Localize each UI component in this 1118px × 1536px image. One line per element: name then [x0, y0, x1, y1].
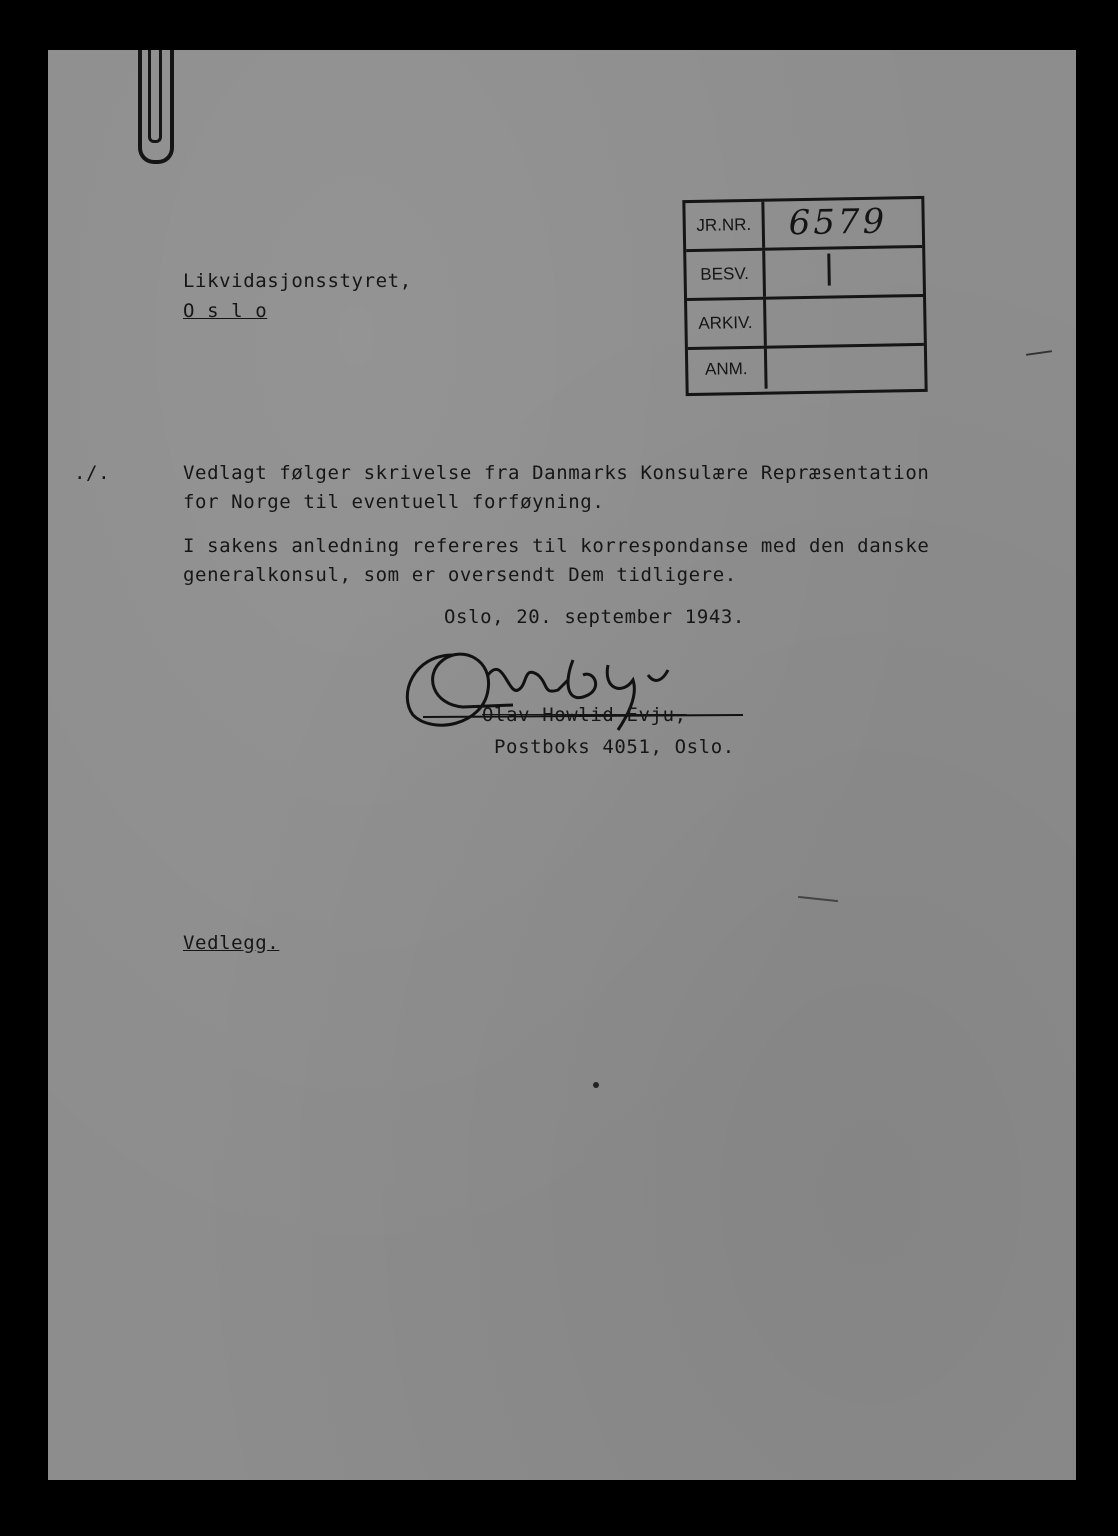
document-page: [48, 50, 1076, 1480]
stamp-value-jrnr: 6579: [788, 201, 888, 244]
stamp-label-besv: BESV.: [686, 251, 766, 298]
ink-dot: [593, 1082, 599, 1088]
stamp-label-anm: ANM.: [688, 349, 768, 390]
stamp-row-besv: [686, 248, 923, 301]
signatory-name: Olav Howlid Evju,: [482, 704, 687, 726]
body-line-4: generalkonsul, som er oversendt Dem tidligere.: [183, 564, 737, 586]
pen-mark-2: [798, 896, 838, 902]
stamp-row-jrnr: [685, 199, 922, 252]
body-line-1: Vedlagt følger skrivelse fra Danmarks Konsulære Repræsentation: [183, 462, 930, 484]
date-line: Oslo, 20. september 1943.: [444, 606, 745, 628]
body-line-3: I sakens anledning refereres til korrespondanse med den danske: [183, 535, 930, 557]
stamp-label-arkiv: ARKIV.: [687, 300, 767, 347]
handwritten-signature: [393, 635, 753, 745]
recipient-city: O s l o: [183, 300, 268, 322]
recipient-name: Likvidasjonsstyret,: [183, 270, 412, 292]
stamp-row-arkiv: [687, 297, 924, 350]
stamp-row-anm: [688, 346, 925, 390]
pen-mark: [1026, 350, 1052, 356]
stamp-label-jrnr: JR.NR.: [685, 202, 765, 249]
signatory-address: Postboks 4051, Oslo.: [494, 736, 735, 758]
journal-stamp: [682, 196, 927, 396]
paper-clip-icon: [138, 50, 174, 164]
body-line-2: for Norge til eventuell forføyning.: [183, 491, 605, 513]
enclosure-label: Vedlegg.: [183, 932, 280, 954]
besv-tick-mark: [827, 254, 831, 286]
margin-mark: ./.: [74, 462, 111, 484]
